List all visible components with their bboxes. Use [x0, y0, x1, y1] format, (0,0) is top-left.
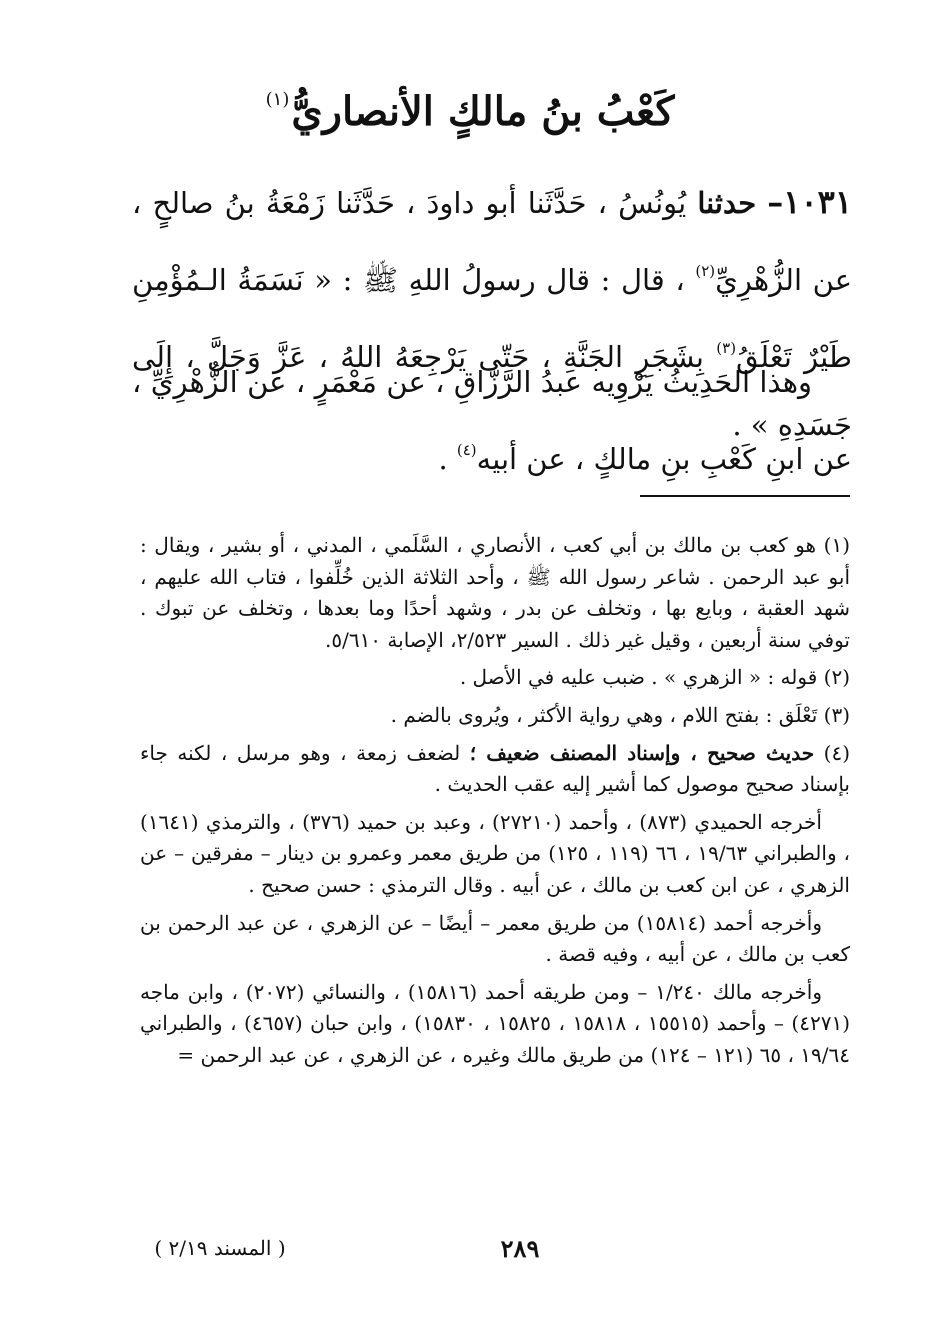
hadith-text-3: بِشَجَرِ الجَنَّةِ ، حَتّى يَرْجِعَهُ اللهُ ، عَزَّ وَجَلَّ ، إِلَى جَسَدِهِ » .: [132, 340, 852, 442]
commentary-end: .: [438, 442, 457, 476]
footnote-2: (٢) قوله : « الزهري » . ضبب عليه في الأصل .: [459, 665, 850, 690]
chapter-title-text: كَعْبُ بنُ مالكٍ الأنصاريُّ: [291, 88, 675, 135]
footnote-4-grade: حديث صحيح ، وإسناد المصنف ضعيف ؛: [469, 740, 815, 765]
footnote-1: (١) هو كعب بن مالك بن أبي كعب ، الأنصاري ، السَّلَمي ، المدني ، أو بشير ، ويقال : أبو عبد الرحمن . شاعر رسول الله ﷺ ، وأحد الثلاثة الذين خُلِّفوا ، فتاب الله عليهم ، شهد العقبة ، وبايع بها ، وتخلف عن بدر ، وشهد أحدًا وما بعدها ، وتخلف عن تبوك . توفي سنة أربعين ، وقيل غير ذلك . السير ٢/٥٢٣، الإصابة ٥/٦١٠.: [140, 533, 851, 652]
commentary-text: وهذا الحَدِيثُ يَرْوِيه عبدُ الرَّزّاقِ ، عن مَعْمَرٍ ، عن الزُّهْرِيِّ ، عن ابنِ كَعْبِ بنِ مالكٍ ، عن أبيه: [132, 365, 852, 476]
hadith-text-2: ، قال : قال رسولُ اللهِ ﷺ : « نَسَمَةُ الـمُؤْمِنِ طَيْرٌ تَعْلَقُ: [132, 263, 852, 374]
source-reference: ( المسند ٢/١٩ ): [154, 1236, 286, 1260]
footnote-ref-4: (٤): [456, 441, 477, 459]
footnote-4: [140, 738, 850, 801]
footnote-ref-2: (٢): [695, 262, 716, 280]
footnote-4-label: (٤): [823, 740, 851, 765]
commentary-paragraph: [132, 348, 852, 493]
page-number: ٢٨٩: [500, 1234, 540, 1263]
footnote-separator: [640, 495, 850, 497]
footnote-takhrij-3: وأخرجه مالك ١/٢٤٠ – ومن طريقه أحمد (١٥٨١٦) ، والنسائي (٢٠٧٢) ، وابن ماجه (٤٢٧١) – وأحمد (١٥٥١٥ ، ١٥٨١٨ ، ١٥٨٢٥ ، ١٥٨٣٠) ، وابن حبان (٤٦٥٧) ، والطبراني ١٩/٦٤ ، ٦٥ (١٢١ – ١٢٤) من طريق مالك وغيره ، عن الزهري ، عن عبد الرحمن =: [140, 979, 851, 1067]
footnote-3: (٣) تَعْلَق : بفتح اللام ، وهي رواية الأكثر ، ويُروى بالضم .: [390, 702, 850, 727]
footnote-ref-3: (٣): [716, 339, 737, 357]
hadith-number: ١٠٣١–: [767, 183, 853, 221]
hadith-text-1: يُونُسُ ، حَدَّثَنا أبو داودَ ، حَدَّثَنا زَمْعَةُ بنُ صالحٍ ، عن الزُّهْرِيِّ: [132, 186, 853, 297]
title-footnote-ref: (١): [265, 89, 290, 110]
footnote-takhrij-1: أخرجه الحميدي (٨٧٣) ، وأحمد (٢٧٢١٠) ، وعبد بن حميد (٣٧٦) ، والترمذي (١٦٤١) ، والطبراني ١٩/٦٣ ، ٦٦ (١١٩ ، ١٢٥) من طريق معمر وعمرو بن دينار – مفرقين – عن الزهري ، عن ابن كعب بن مالك ، عن أبيه . وقال الترمذي : حسن صحيح .: [140, 809, 850, 897]
footnote-4-text: لضعف زمعة ، وهو مرسل ، لكنه جاء بإسناد صحيح موصول كما أشير إليه عقب الحديث .: [140, 740, 850, 797]
footnotes: [140, 530, 850, 1072]
chapter-title: [0, 70, 940, 142]
footnote-takhrij-2: وأخرجه أحمد (١٥٨١٤) من طريق معمر – أيضًا – عن الزهري ، عن عبد الرحمن بن كعب بن مالك ، عن أبيه ، وفيه قصة .: [140, 910, 850, 967]
hadith-lead: حدثنا: [697, 186, 757, 220]
